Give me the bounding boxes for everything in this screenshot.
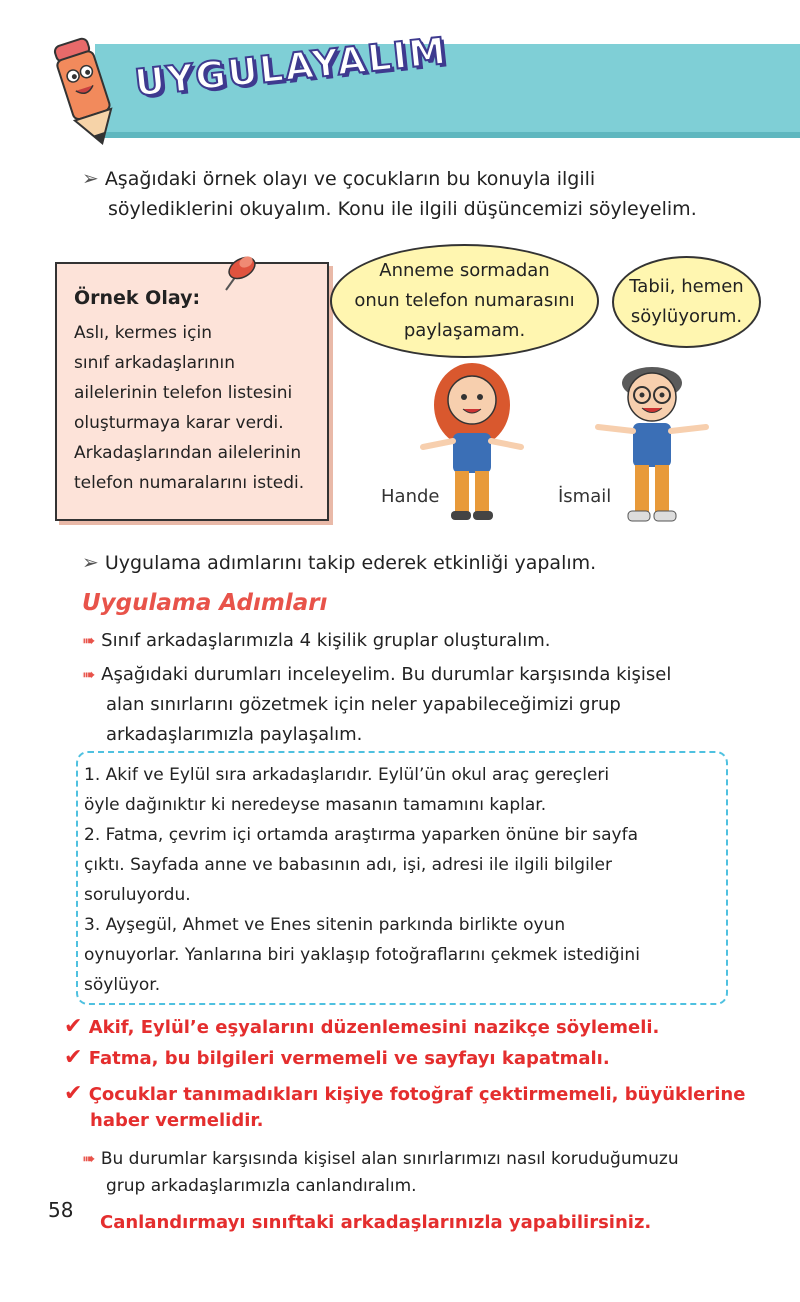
page-number: 58	[48, 1198, 74, 1222]
example-line: sınıf arkadaşlarının	[74, 353, 236, 373]
answer-3	[64, 1081, 764, 1134]
example-line: Arkadaşlarından ailelerinin	[74, 443, 302, 463]
case-line: soruluyordu.	[84, 885, 191, 905]
step-2-line: Aşağıdaki durumları inceleyelim. Bu durumlar karşısında kişisel	[101, 664, 672, 685]
answer-2-text: Fatma, bu bilgileri vermemeli ve sayfayı kapatmalı.	[88, 1048, 610, 1069]
final-step-line: Bu durumlar karşısında kişisel alan sınırlarımızı nasıl koruduğumuzu	[100, 1149, 679, 1169]
intro-line-1: Aşağıdaki örnek olayı ve çocukların bu konuyla ilgili	[104, 168, 596, 190]
bubble-line: paylaşamam.	[403, 320, 526, 341]
case-line: 2. Fatma, çevrim içi ortamda araştırma yaparken önüne bir sayfa	[84, 825, 639, 845]
speech-bubble-hande	[330, 244, 599, 358]
case-line: 1. Akif ve Eylül sıra arkadaşlarıdır. Eylül’ün okul araç gereçleri	[84, 765, 610, 785]
case-line: söylüyor.	[84, 975, 161, 995]
step-2	[82, 660, 671, 750]
checkmark-icon: ✔	[64, 1045, 83, 1070]
answer-2	[64, 1045, 610, 1072]
bubble-line: onun telefon numarasını	[354, 290, 575, 311]
pencil-mascot-icon	[40, 28, 130, 153]
pushpin-icon	[212, 250, 262, 298]
activity-intro	[82, 547, 596, 578]
checkmark-icon: ✔	[64, 1081, 83, 1106]
cases-text	[84, 760, 724, 1000]
bubble-line: Anneme sormadan	[379, 260, 550, 281]
example-line: oluşturmaya karar verdi.	[74, 413, 284, 433]
final-step	[82, 1145, 679, 1200]
intro-block	[82, 163, 697, 224]
answer-3-text: haber vermelidir.	[90, 1110, 264, 1131]
name-hande: Hande	[381, 486, 440, 507]
case-line: oynuyorlar. Yanlarına biri yaklaşıp fotoğraflarını çekmek istediğini	[84, 945, 640, 965]
example-line: telefon numaralarını istedi.	[74, 473, 305, 493]
bubble-line: Tabii, hemen	[629, 276, 744, 297]
checkmark-icon: ✔	[64, 1014, 83, 1039]
final-step-line: grup arkadaşlarımızla canlandıralım.	[106, 1176, 417, 1196]
step-2-line: alan sınırlarını gözetmek için neler yapabileceğimizi grup	[106, 694, 621, 715]
steps-title: Uygulama Adımları	[82, 590, 328, 616]
arrow-bullet-icon: ➠	[82, 1149, 96, 1168]
arrow-bullet-icon: ➠	[82, 631, 96, 650]
speech-bubble-ismail	[612, 256, 761, 348]
answer-1	[64, 1014, 659, 1041]
case-line: çıktı. Sayfada anne ve babasının adı, işi, adresi ile ilgili bilgiler	[84, 855, 612, 875]
case-line: öyle dağınıktır ki neredeyse masanın tamamını kaplar.	[84, 795, 547, 815]
activity-intro-text: Uygulama adımlarını takip ederek etkinliği yapalım.	[104, 552, 597, 574]
arrow-bullet-icon: ➠	[82, 665, 96, 684]
step-1	[82, 626, 551, 656]
teacher-note: Canlandırmayı sınıftaki arkadaşlarınızla yapabilirsiniz.	[100, 1212, 652, 1233]
arrow-bullet-icon: ➢	[82, 550, 99, 574]
intro-line-2: söylediklerini okuyalım. Konu ile ilgili düşüncemizi söyleyelim.	[108, 198, 697, 220]
name-ismail: İsmail	[558, 486, 612, 507]
answer-1-text: Akif, Eylül’e eşyalarını düzenlemesini nazikçe söylemeli.	[88, 1017, 660, 1038]
case-line: 3. Ayşegül, Ahmet ve Enes sitenin parkında birlikte oyun	[84, 915, 566, 935]
example-line: Aslı, kermes için	[74, 323, 212, 343]
answer-3-text: Çocuklar tanımadıkları kişiye fotoğraf çektirmemeli, büyüklerine	[88, 1084, 746, 1105]
example-title: Örnek Olay:	[74, 287, 201, 309]
step-2-line: arkadaşlarımızla paylaşalım.	[106, 724, 363, 745]
step-1-text: Sınıf arkadaşlarımızla 4 kişilik gruplar oluşturalım.	[101, 630, 551, 651]
example-text	[74, 318, 324, 498]
example-line: ailelerinin telefon listesini	[74, 383, 293, 403]
bubble-line: söylüyorum.	[630, 306, 743, 327]
arrow-bullet-icon: ➢	[82, 166, 99, 190]
page-title: UYGULAYALIM	[132, 29, 450, 105]
